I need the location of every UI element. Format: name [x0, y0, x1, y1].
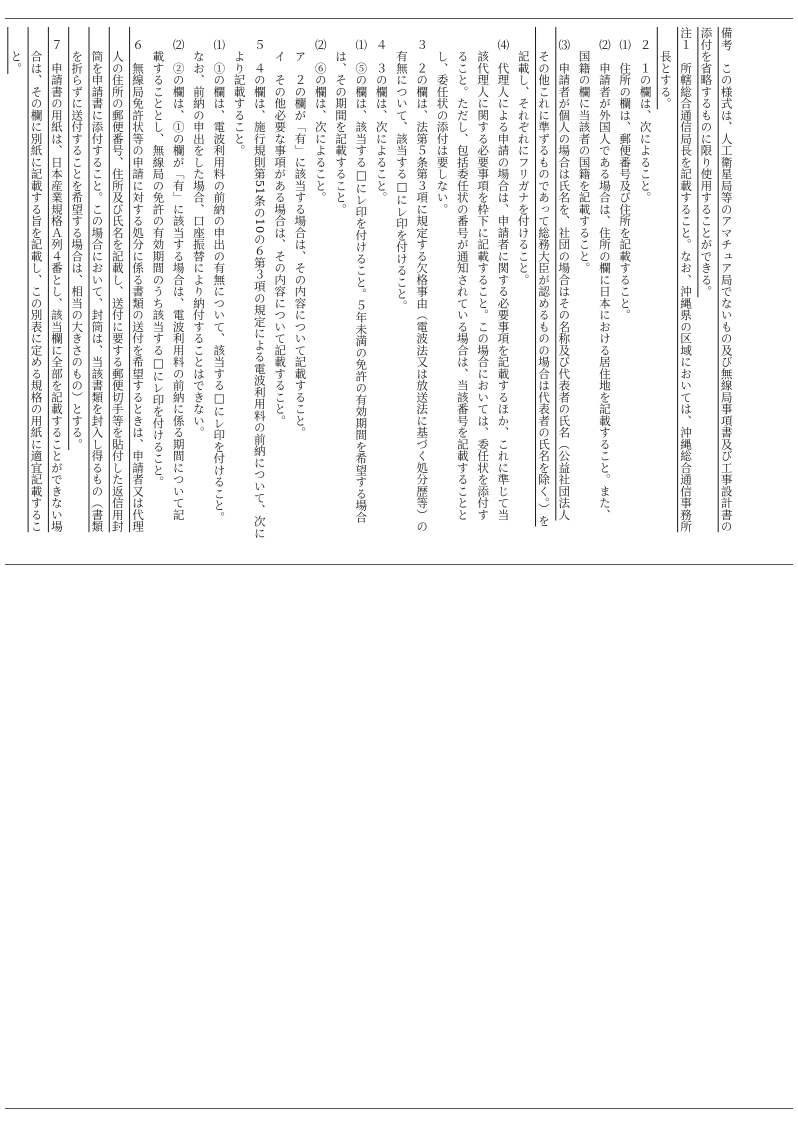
note-line: なお、前納の申出をした場合、口座振替により納付することはできない。	[191, 27, 206, 439]
note-line: 載することとし、無線局の免許の有効期間のうち該当する□にレ印を付けること。	[151, 27, 166, 488]
note-line: イ その他必要な事項がある場合は、その内容について記載すること。	[273, 27, 288, 427]
note-line: ４ ３の欄は、次によること。	[374, 27, 389, 204]
note-line: ⑵ ⑥の欄は、次によること。	[313, 27, 328, 204]
note-line: その他これに準ずるものであって総務大臣が認めるものの場合は代表者の氏名を除く。）を	[537, 27, 552, 527]
note-line: 人の住所の郵便番号、住所及び氏名を記載し、送付に要する郵便切手等を貼付した返信用封	[110, 27, 125, 533]
section-divider	[5, 564, 793, 565]
note-line: を折らずに送付することを希望する場合は、相当の大きさのもの）とする。	[70, 27, 85, 450]
top-rule	[5, 18, 793, 19]
note-line: と。	[9, 27, 24, 74]
note-line: ６ 無線局免許状等の申請に対する処分に係る書類の送付を希望するときは、申請者又は代理	[131, 27, 146, 533]
note-line: ア ２の欄が「有」に該当する場合は、その内容について記載すること。	[293, 27, 308, 439]
note-line: 筒を申請書に添付すること。この場合において、封筒は、当該書類を封入し得るもの（書類	[90, 27, 105, 533]
remarks-block	[6, 27, 776, 559]
note-line: 備考 この様式は、人工衛星局等のアマチュア局でないもの及び無線局事項書及び工事設計書の	[719, 27, 734, 533]
note-line: より記載すること。	[232, 27, 247, 157]
note-line: 該代理人に関する必要事項を枠下に記載すること。この場合においては、委任状を添付す	[476, 27, 491, 521]
note-line: ２ １の欄は、次によること。	[638, 27, 653, 204]
note-line: ⑶ 申請者が個人の場合は氏名を、社団の場合はその名称及び代表者の氏名（公益社団法人	[557, 27, 572, 521]
note-line: ⑵ ②の欄は、①の欄が「有」に該当する場合は、電波利用料の前納に係る期間について記	[171, 27, 186, 521]
note-line: は、その期間を記載すること。	[334, 27, 349, 215]
bottom-rule	[5, 1108, 793, 1109]
note-line: 注１ 所轄総合通信局長を記載すること。なお、沖縄県の区域においては、沖縄総合通信事務所	[679, 27, 694, 533]
note-line: ⑴ 住所の欄は、郵便番号及び住所を記載すること。	[618, 27, 633, 321]
vertical-notes-text	[6, 27, 737, 559]
note-line: ⑴ ⑤の欄は、該当する□にレ印を付けること。５年未満の免許の有効期間を希望する場合	[354, 27, 369, 523]
note-line: ７ 申請書の用紙は、日本産業規格Ａ列４番とし、該当欄に全部を記載することができない場	[49, 27, 64, 533]
note-line: 長とする。	[658, 27, 673, 110]
note-line: ５ ４の欄は、施行規則第51条の10の６第３項の規定による電波利用料の前納について、次に	[252, 27, 267, 539]
note-line: 国籍の欄に当該者の国籍を記載すること。	[577, 27, 592, 274]
note-line: し、委任状の添付は要しない。	[435, 27, 450, 215]
note-line: ⑴ ①の欄は、電波利用料の前納の申出の有無について、該当する□にレ印を付けること。	[212, 27, 227, 523]
note-line: 有無について、該当する□にレ印を付けること。	[394, 27, 409, 312]
note-line: 記載し、それぞれにフリガナを付けること。	[516, 27, 531, 286]
note-line: ること。ただし、包括委任状の番号が通知されている場合は、当該番号を記載することと	[455, 27, 470, 521]
note-line: 合は、その欄に別紙に記載する旨を記載し、この別表に定める規格の用紙に適宜記載するこ	[29, 27, 44, 533]
note-line: ⑷ 代理人による申請の場合は、申請者に関する必要事項を記載するほか、これに準じて当	[496, 27, 511, 521]
note-line: 添付を省略するものに限り使用することができる。	[699, 27, 714, 298]
note-line: ⑵ 申請者が外国人である場合は、住所の欄に日本における居住地を記載すること。また、	[597, 27, 612, 521]
note-line: ３ ２の欄は、法第５条第３項に規定する欠格事由（電波法又は放送法に基づく処分歴等）の	[415, 27, 430, 533]
